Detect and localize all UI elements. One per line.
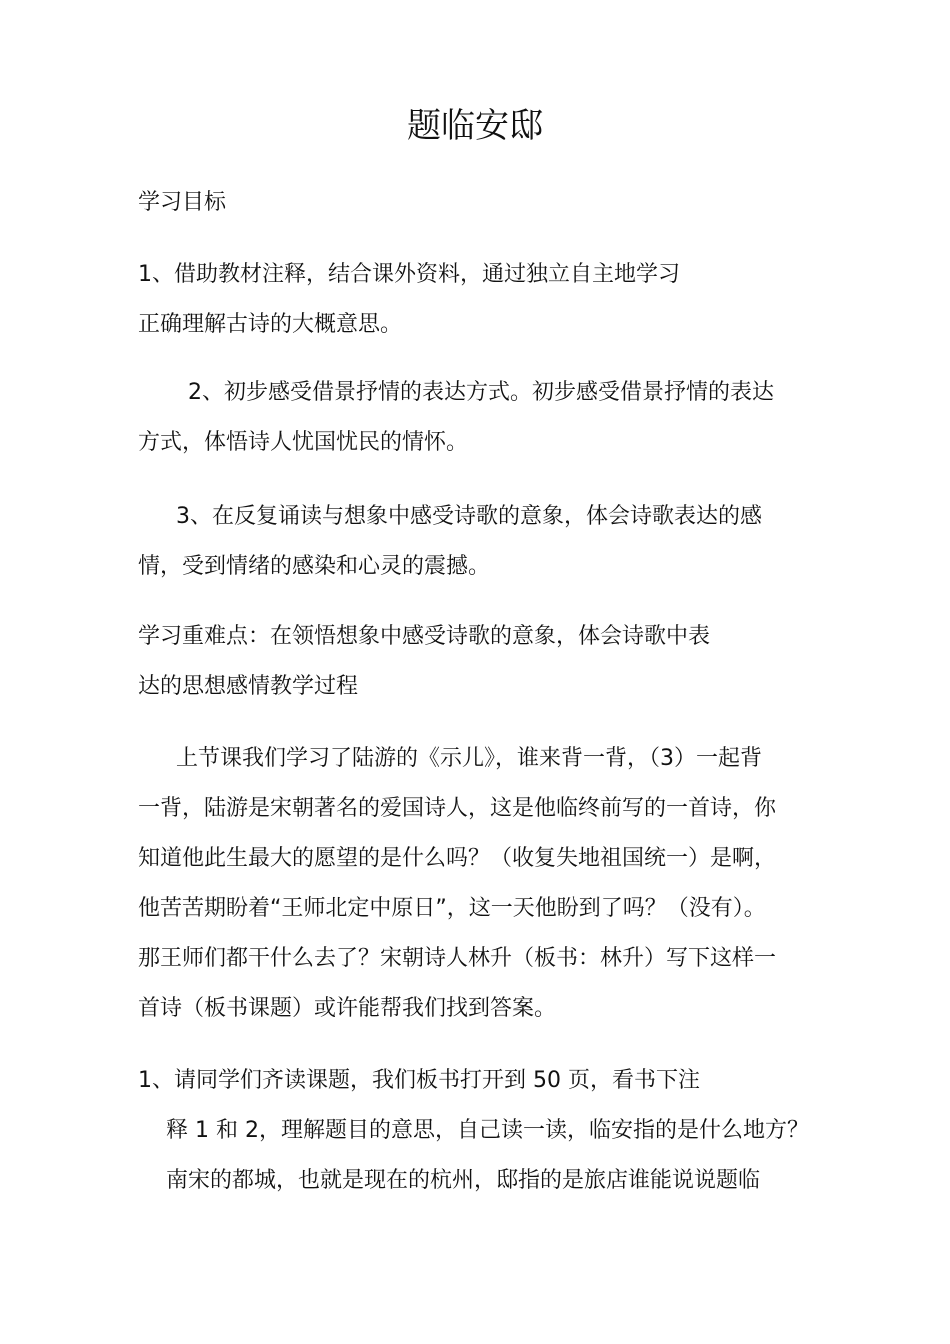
intro-line-6: 首诗（板书课题）或许能帮我们找到答案。: [138, 996, 557, 1021]
key-points-line-2: 达的思想感情教学过程: [138, 674, 359, 699]
document-title: 题临安邸: [407, 106, 543, 146]
intro-line-2: 一背，陆游是宋朝著名的爱国诗人，这是他临终前写的一首诗，你: [138, 796, 777, 821]
intro-line-5: 那王师们都干什么去了？宋朝诗人林升（板书：林升）写下这样一: [138, 946, 777, 971]
objective-2-line-1: 2、初步感受借景抒情的表达方式。初步感受借景抒情的表达: [188, 380, 774, 405]
objective-1-line-2: 正确理解古诗的大概意思。: [138, 312, 403, 337]
step1-line-1: 1、请同学们齐读课题，我们板书打开到 50 页，看书下注: [138, 1068, 700, 1093]
objective-2-line-2: 方式，体悟诗人忧国忧民的情怀。: [138, 430, 469, 455]
step1-line-3: 南宋的都城，也就是现在的杭州，邸指的是旅店谁能说说题临: [166, 1168, 761, 1193]
intro-line-4: 他苦苦期盼着“王师北定中原日”，这一天他盼到了吗？（没有）。: [138, 896, 766, 921]
section-heading: 学习目标: [138, 190, 227, 215]
objective-3-line-1: 3、在反复诵读与想象中感受诗歌的意象，体会诗歌表达的感: [176, 504, 762, 529]
intro-line-1: 上节课我们学习了陆游的《示儿》，谁来背一背，（3）一起背: [176, 746, 762, 771]
key-points-line-1: 学习重难点：在领悟想象中感受诗歌的意象，体会诗歌中表: [138, 624, 711, 649]
objective-1-line-1: 1、借助教材注释，结合课外资料，通过独立自主地学习: [138, 262, 680, 287]
step1-line-2: 释 1 和 2，理解题目的意思，自己读一读，临安指的是什么地方？: [166, 1118, 809, 1143]
objective-3-line-2: 情，受到情绪的感染和心灵的震撼。: [138, 554, 491, 579]
intro-line-3: 知道他此生最大的愿望的是什么吗？（收复失地祖国统一）是啊，: [138, 846, 777, 871]
